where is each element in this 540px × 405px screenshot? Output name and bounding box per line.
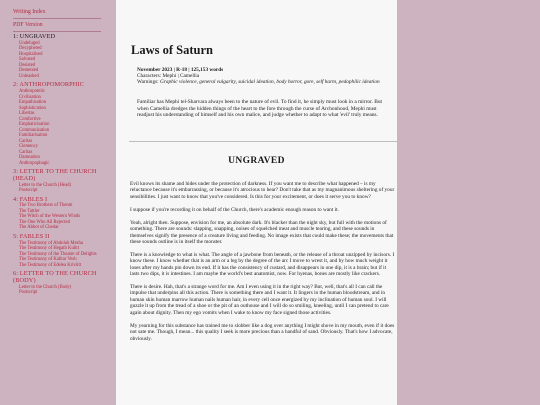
sidebar-divider <box>13 31 101 32</box>
toc-item[interactable]: The Tattler <box>19 208 40 214</box>
toc-item[interactable]: The Two Brothers of Thenm <box>19 203 73 209</box>
toc-chapter <box>13 82 110 166</box>
toc-item[interactable]: Comfortive <box>19 116 41 122</box>
toc-item[interactable]: Salvated <box>19 57 36 63</box>
sidebar <box>0 0 110 405</box>
toc-item[interactable]: Familiarisation <box>19 133 48 139</box>
toc-item[interactable]: Civilisation <box>19 94 41 100</box>
toc-item[interactable]: Empathisation <box>19 100 47 106</box>
toc-item[interactable]: Sophistication <box>19 105 46 111</box>
sidebar-divider <box>13 18 101 19</box>
toc-item[interactable]: The Testimony of Edelea Kriviitt <box>19 262 82 268</box>
body-paragraph: There is desire. Hah, that's a strange word for me. Am I even using it in the right way? But, well, that's all I can call the impulse that underpins all this action. There is something there and I want it. It lingers in the human bloodstream, and in human skin human marrow human nails human hair, in every cell once energized by my inclination of human soul. I will guzzle it up from the tread of a shoe or the pit of an outhouse and I will do so smiling, kneeling, until I can pretend to care again about dignity. Then my ego vomits when I wake to know my face signed those activities. <box>130 284 389 316</box>
toc-chapter-title[interactable]: 3: LETTER TO THE CHURCH (HEAD) <box>13 168 97 182</box>
toc-item[interactable]: Emphaticisation <box>19 122 50 128</box>
toc-item[interactable]: The One Who All Rejected <box>19 219 70 225</box>
meta-characters: Characters: Mephi | Camellia <box>137 73 200 80</box>
page-title: Laws of Saturn <box>131 43 213 57</box>
toc-item[interactable]: Letter to the Church (Body) <box>19 284 72 290</box>
warnings-label: Warnings: <box>137 79 159 86</box>
toc-item[interactable]: Undeluged <box>19 40 40 46</box>
body-paragraph: My yearning for this substance has trained me to slobber like a dog over anything I might shove in my mouth, even if it does not sate me. Though, I mean... this quality I seek is more precious than a handful of sand. Obviously. That's how I advocate, obviously. <box>130 322 395 342</box>
toc-item[interactable]: Hospitalised <box>19 51 43 57</box>
meta-stats: November 2023 | R-18 | 125,153 words <box>137 67 224 73</box>
toc-item[interactable]: Libertas <box>19 111 35 117</box>
table-of-contents <box>13 34 110 296</box>
toc-item[interactable]: Anthropotelic <box>19 89 46 95</box>
toc-item[interactable]: The Witch of the Western Winds <box>19 214 81 220</box>
toc-item[interactable]: Postscript <box>19 188 38 194</box>
chapter-heading: UNGRAVED <box>228 156 285 166</box>
story-meta <box>137 67 391 86</box>
toc-item[interactable]: Anthropophagic <box>19 160 50 166</box>
warnings-text: Graphic violence, general vulgarity, suicidal ideation, body horror, gore, self harm, pedophilic ideation <box>159 79 380 86</box>
toc-item[interactable]: Damnation <box>19 155 40 161</box>
toc-item[interactable]: Caritas <box>19 149 33 155</box>
pdf-version-link[interactable]: PDF Version <box>13 22 43 28</box>
toc-chapter-title[interactable]: 6: LETTER TO THE CHURCH (BODY) <box>13 270 97 285</box>
meta-warnings <box>137 79 391 85</box>
body-paragraph: Evil knows its shame and hides under the protection of darkness. If you want me to describe what happened – is my reluctance because it's embarrassing, or because it's atrocious to hear? Don't take that as my magnanimous sheltering of your sensibilities. I just want to know that you've considered. Is this for your excitement, or does it serve you to know? <box>130 181 395 200</box>
toc-chapter-title[interactable]: 1: UNGRAVED <box>13 33 56 40</box>
toc-item[interactable]: Caritas <box>19 138 33 144</box>
toc-chapter-title[interactable]: 2: ANTHROPOMORPHIC <box>13 81 84 89</box>
writing-index-link[interactable]: Writing Index <box>13 9 46 15</box>
toc-item[interactable]: Clemency <box>19 144 39 150</box>
toc-item[interactable]: Decyphered <box>19 46 42 52</box>
toc-chapter-title[interactable]: 5: FABLES II <box>13 232 50 240</box>
toc-item[interactable]: Postscript <box>19 290 38 296</box>
story-summary: Familiar has Mephi tel-Sharvara always been to the nature of evil. To find it, he simply must look in a mirror. But when Camellia dredges the hidden things of the heart to the fore through the curse of Archonhood, Mephi must readjust his understanding of himself and his own malice, and judge whether to adapt to what 'evil' truly means. <box>137 99 383 119</box>
toc-item[interactable]: The Testimony of Abdulah Mesha <box>19 240 83 246</box>
toc-chapter <box>13 169 110 194</box>
chapter-body <box>130 181 395 348</box>
toc-chapter <box>13 197 110 231</box>
toc-item[interactable]: Desisted <box>19 62 36 68</box>
right-margin <box>397 0 540 405</box>
body-paragraph: There is a knowledge to what is what. The angle of a jawbone from beneath, or the release of a throat unzipped by incisors. I know these. I know whether that is an arm or a leg by the degree of the arc I move to wrest it, and by how much weight it loses after my hands pin down its end. If it has the consistency of custard, and disappears in one dip, it is a brain; but if it lasts two dips, it is intestines. I am maybe the world's best anatomist, now. For hyenas, bones are mostly like crackers. <box>130 251 395 278</box>
toc-item[interactable]: Unleashed <box>19 73 39 79</box>
section-divider <box>129 141 397 142</box>
body-paragraph: Yeah, alright then. Suppose, envision for me, an absolute dark. It's blacker than the night sky, but full with the motions of something. There are sounds: slapping, snapping, noises of squelched meat and muscle tearing, and these sounds in themselves signify the presence of a creature living and feeding. No image exists that could make these; the movements that these sounds outline is in itself the monster. <box>130 219 394 245</box>
toc-item[interactable]: Letter to the Church (Head) <box>19 182 72 188</box>
toc-item[interactable]: The Testimony of the Theatre of Delights <box>19 251 97 257</box>
body-paragraph: I suppose if you're recording it on behalf of the Church, there's academic enough reason to want it. <box>130 206 339 213</box>
toc-chapter <box>13 271 110 296</box>
toc-item[interactable]: Communization <box>19 127 50 133</box>
toc-item[interactable]: The Testimony of Hegath Kulitt <box>19 246 79 252</box>
toc-chapter <box>13 34 110 79</box>
toc-chapter-title[interactable]: 4: FABLES I <box>13 195 48 203</box>
toc-chapter <box>13 234 110 268</box>
toc-item[interactable]: The Abbot of Chedar <box>19 225 59 231</box>
toc-item[interactable]: Demented <box>19 68 39 74</box>
story-page <box>116 0 397 405</box>
toc-item[interactable]: The Testimony of Kalitar Vesh <box>19 257 77 263</box>
